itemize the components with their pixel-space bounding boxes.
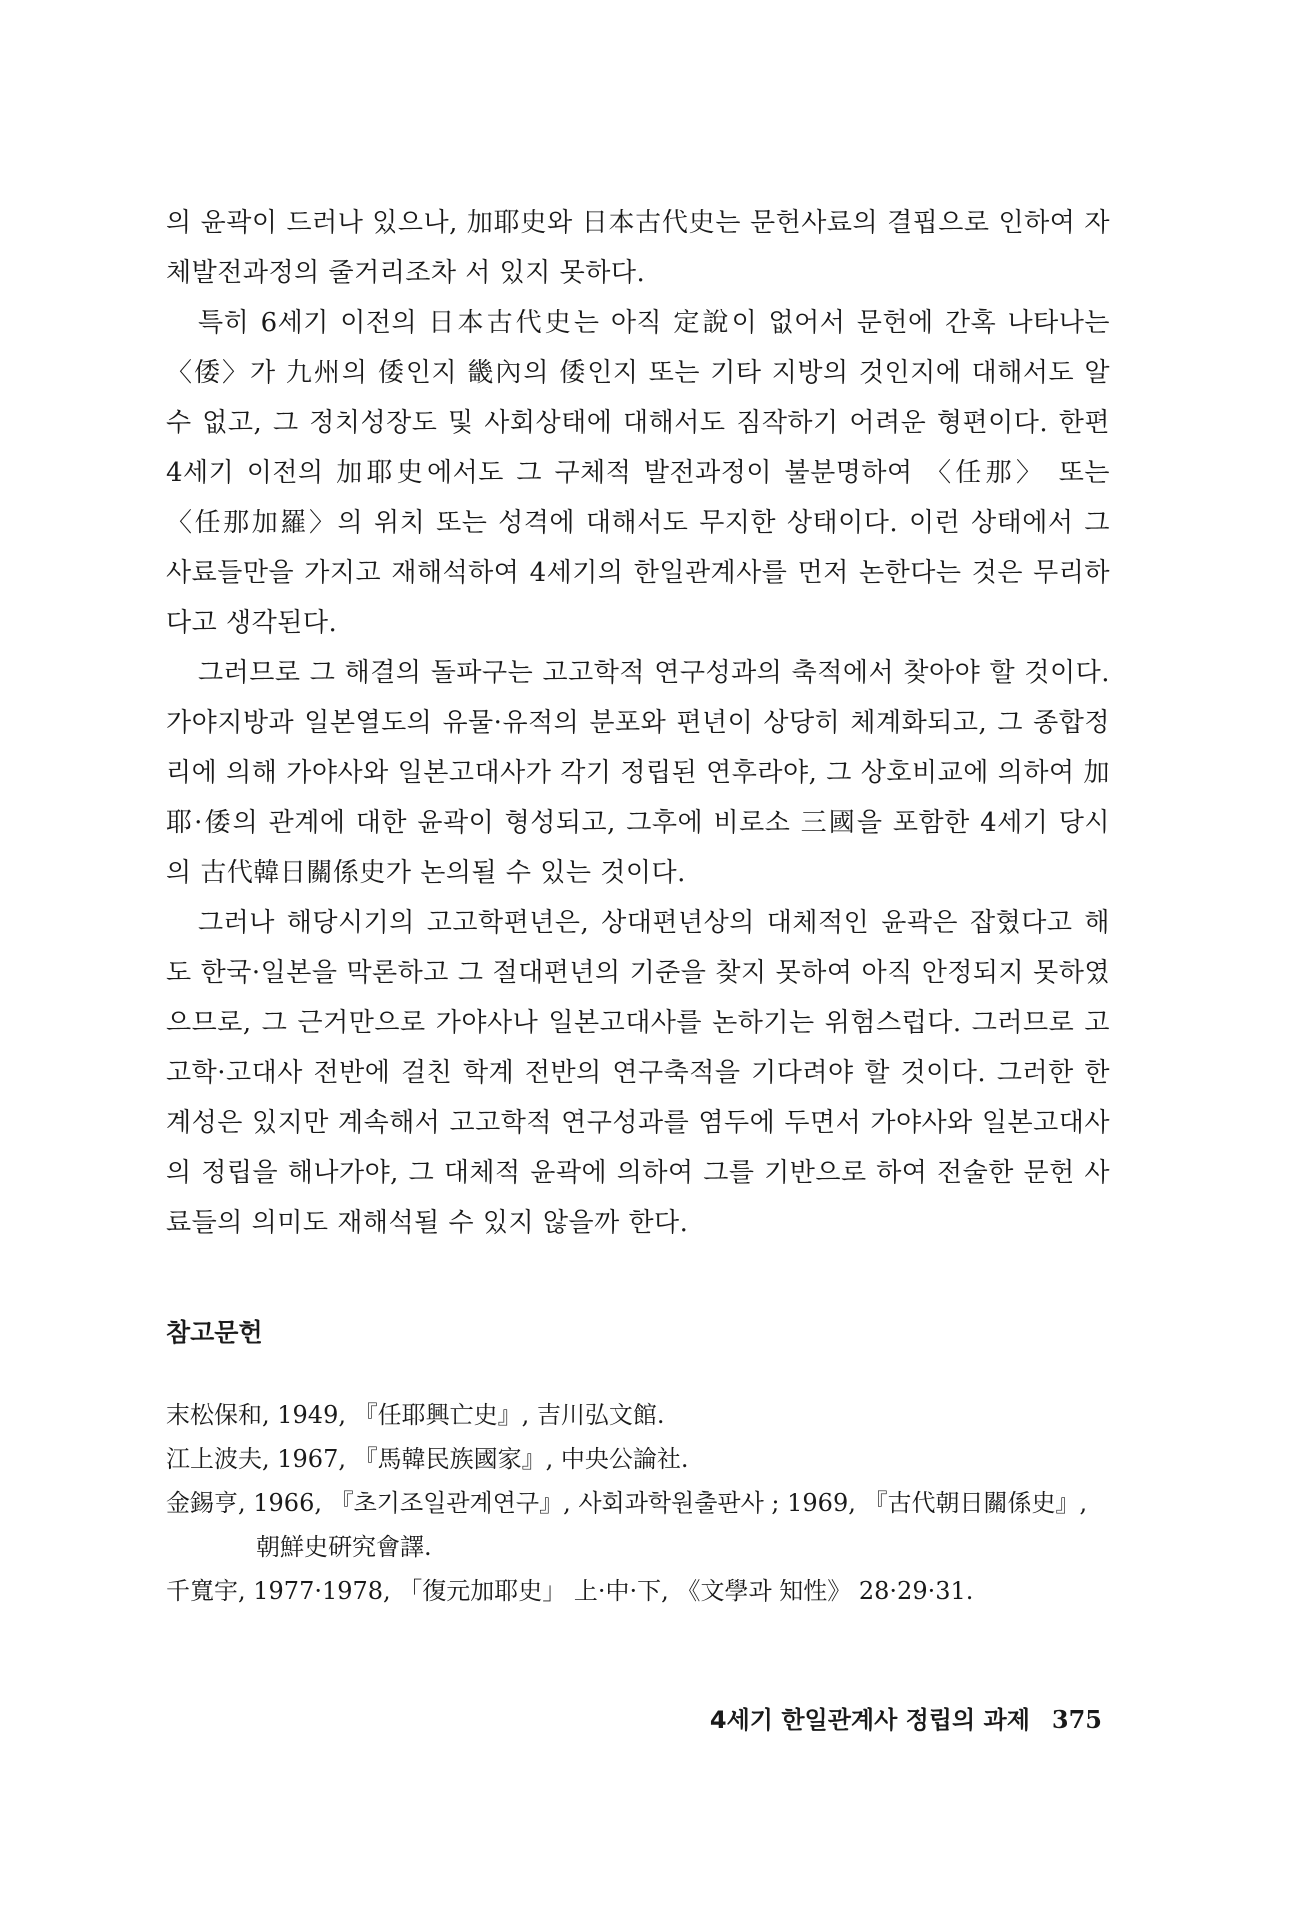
reference-item: 江上波夫, 1967, 『馬韓民族國家』, 中央公論社. xyxy=(166,1445,689,1473)
paragraph-1: 의 윤곽이 드러나 있으나, 加耶史와 日本古代史는 문헌사료의 결핍으로 인하여 자체발전과정의 줄거리조차 서 있지 못하다. xyxy=(166,208,1110,288)
paragraph-3: 그러므로 그 해결의 돌파구는 고고학적 연구성과의 축적에서 찾아야 할 것이다. 가야지방과 일본열도의 유물·유적의 분포와 편년이 상당히 체계화되고, 그 종합정리에 의해 가야사와 일본고대사가 각기 정립된 연후라야, 그 상호비교에 의하여 加耶·倭의 관계에 대한 윤곽이 형성되고, 그후에 비로소 三國을 포함한 4세기 당시의 古代韓日關係史가 논의될 수 있는 것이다. xyxy=(166,658,1110,888)
reference-item: 金錫亨, 1966, 『초기조일관계연구』, 사회과학원출판사 ; 1969, 『古代朝日關係史』, 朝鮮史硏究會譯. xyxy=(166,1489,1088,1561)
running-footer xyxy=(710,1700,1102,1735)
reference-item: 千寬宇, 1977·1978, 「復元加耶史」 上·中·下, 《文學과 知性》 28·29·31. xyxy=(166,1577,974,1605)
paragraph-2: 특히 6세기 이전의 日本古代史는 아직 定說이 없어서 문헌에 간혹 나타나는 〈倭〉가 九州의 倭인지 畿內의 倭인지 또는 기타 지방의 것인지에 대해서도 알 수 없고, 그 정치성장도 및 사회상태에 대해서도 짐작하기 어려운 형편이다. 한편 4세기 이전의 加耶史에서도 그 구체적 발전과정이 불분명하여 〈任那〉 또는 〈任那加羅〉의 위치 또는 성격에 대해서도 무지한 상태이다. 이런 상태에서 그 사료들만을 가지고 재해석하여 4세기의 한일관계사를 먼저 논한다는 것은 무리하다고 생각된다. xyxy=(166,308,1110,638)
page-number: 375 xyxy=(1051,1705,1102,1734)
body-text xyxy=(166,198,1110,1248)
references-heading: 참고문헌 xyxy=(166,1318,263,1347)
references-list xyxy=(166,1393,1110,1613)
paragraph-4: 그러나 해당시기의 고고학편년은, 상대편년상의 대체적인 윤곽은 잡혔다고 해도 한국·일본을 막론하고 그 절대편년의 기준을 찾지 못하여 아직 안정되지 못하였으므로, 그 근거만으로 가야사나 일본고대사를 논하기는 위험스럽다. 그러므로 고고학·고대사 전반에 걸친 학계 전반의 연구축적을 기다려야 할 것이다. 그러한 한계성은 있지만 계속해서 고고학적 연구성과를 염두에 두면서 가야사와 일본고대사의 정립을 해나가야, 그 대체적 윤곽에 의하여 그를 기반으로 하여 전술한 문헌 사료들의 의미도 재해석될 수 있지 않을까 한다. xyxy=(166,908,1110,1238)
reference-item: 末松保和, 1949, 『任耶興亡史』, 吉川弘文館. xyxy=(166,1401,665,1429)
footer-title: 4세기 한일관계사 정립의 과제 xyxy=(709,1706,1030,1734)
